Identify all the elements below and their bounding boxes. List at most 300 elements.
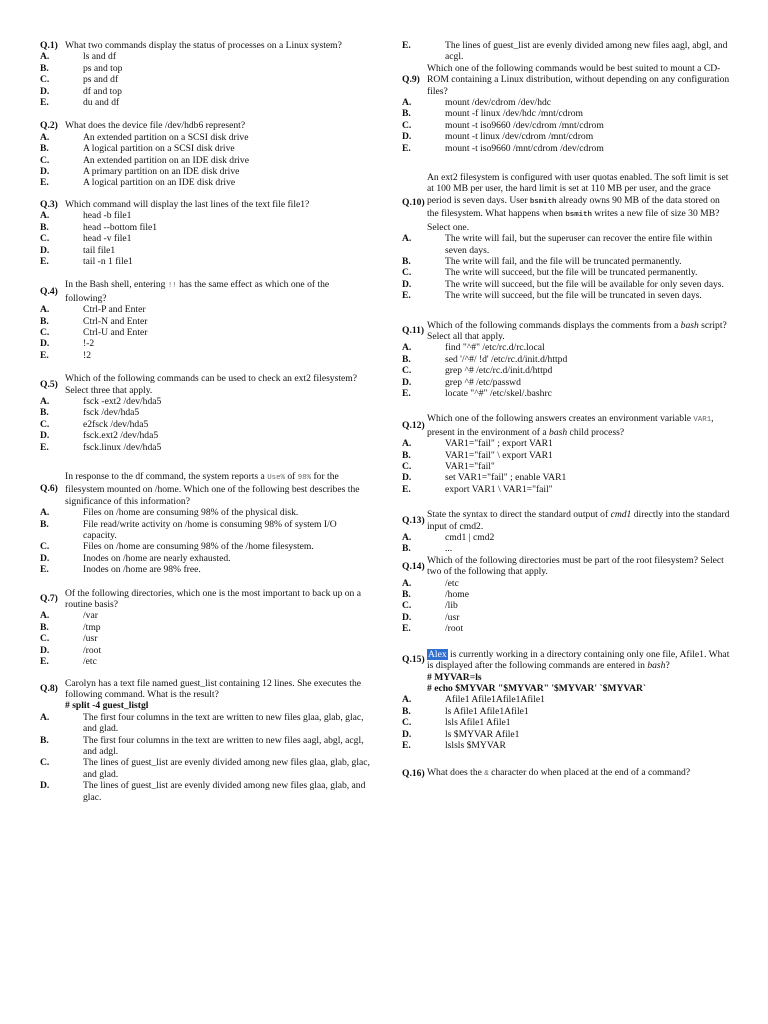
question-header xyxy=(402,320,732,343)
option-text: locate "^#" /etc/skel/.bashrc xyxy=(445,387,552,399)
answer-option xyxy=(40,245,372,256)
answer-option xyxy=(40,256,372,267)
answer-option xyxy=(40,304,372,315)
option-text: grep ^# /etc/rc.d/init.d/httpd xyxy=(445,365,553,377)
option-letter: A. xyxy=(40,131,50,143)
answer-option xyxy=(402,694,732,705)
answer-option xyxy=(402,290,732,301)
command-line: # split -4 guest_listgl xyxy=(65,700,149,712)
question-number: Q.14) xyxy=(402,560,425,572)
option-letter: C. xyxy=(402,119,412,131)
left-column xyxy=(40,40,372,803)
option-letter: D. xyxy=(402,728,412,740)
option-text: grep ^# /etc/passwd xyxy=(445,376,521,388)
option-text: The first four columns in the text are written to new files glaa, glab, glac, and glad. xyxy=(83,711,364,735)
inline-code: 98% xyxy=(297,474,312,482)
question-block xyxy=(40,279,372,361)
italic-term: cmd1 xyxy=(610,509,632,521)
option-letter: C. xyxy=(402,461,412,472)
answer-option xyxy=(402,233,732,256)
question-text: Which command will display the last lines of the text file file1? xyxy=(65,198,310,210)
answer-option xyxy=(40,51,372,62)
option-letter: B. xyxy=(40,621,49,633)
answer-option xyxy=(402,120,732,131)
question-header xyxy=(402,413,732,438)
answer-option xyxy=(402,450,732,461)
option-letter: D. xyxy=(40,85,50,97)
question-block xyxy=(40,588,372,668)
inline-code: Use% xyxy=(267,474,285,482)
answer-option xyxy=(402,256,732,267)
question-number: Q.11) xyxy=(402,325,425,337)
option-letter: D. xyxy=(40,338,50,350)
answer-option xyxy=(402,532,732,543)
option-letter: B. xyxy=(402,449,411,461)
question-header xyxy=(402,649,732,672)
option-letter: D. xyxy=(402,376,412,388)
question-text-part: already owns 90 MB of the data stored on the filesystem. What happens when xyxy=(427,194,720,220)
answer-option xyxy=(40,210,372,221)
question-header xyxy=(402,509,732,532)
answer-option xyxy=(40,143,372,154)
option-letter: E. xyxy=(40,97,49,109)
question-text xyxy=(427,320,732,343)
question-number: Q.1) xyxy=(40,40,58,51)
option-text: ps and top xyxy=(83,62,123,74)
option-letter: D. xyxy=(40,552,50,564)
option-letter: C. xyxy=(40,233,50,245)
question-text-part: In response to the df command, the system reports a xyxy=(65,471,268,482)
question-header xyxy=(402,63,732,97)
question-text-part: child process? xyxy=(567,426,625,438)
command-line: # echo $MYVAR "$MYVAR" '$MYVAR' `$MYVAR` xyxy=(427,682,647,694)
question-block xyxy=(40,471,372,576)
option-text: An extended partition on an IDE disk drive xyxy=(83,154,249,166)
option-letter: B. xyxy=(40,315,49,327)
question-block xyxy=(402,63,732,154)
option-text: export VAR1 \ VAR1="fail" xyxy=(445,483,553,495)
answer-option xyxy=(40,633,372,644)
answer-option xyxy=(40,222,372,233)
option-letter: C. xyxy=(40,541,50,553)
answer-option xyxy=(402,143,732,154)
option-letter: E. xyxy=(402,290,411,302)
answer-option xyxy=(402,600,732,611)
option-letter: B. xyxy=(40,62,49,74)
option-text: A primary partition on an IDE disk drive xyxy=(83,166,240,178)
answer-option xyxy=(402,543,732,554)
option-letter: C. xyxy=(40,418,50,430)
question-text-part: Which one of the following answers creates an environment variable xyxy=(427,413,694,425)
question-text-part: character do when placed at the end of a command? xyxy=(488,767,691,779)
option-letter: B. xyxy=(402,705,411,717)
question-text-part: What does the xyxy=(427,767,485,779)
option-text: fsck.ext2 /dev/hda5 xyxy=(83,430,159,442)
answer-option xyxy=(402,589,732,600)
question-header xyxy=(40,678,372,701)
option-text: /usr xyxy=(445,611,460,623)
question-number: Q.8) xyxy=(40,683,58,695)
answer-option xyxy=(40,316,372,327)
command-line: # MYVAR=ls xyxy=(427,671,482,683)
question-block xyxy=(402,555,732,635)
option-letter: A. xyxy=(40,210,50,222)
question-block xyxy=(402,320,732,400)
question-text-part: has the same effect as which one of the following? xyxy=(65,279,330,304)
option-text: ls $MYVAR Afile1 xyxy=(445,728,520,740)
answer-option xyxy=(40,610,372,621)
question-header xyxy=(40,120,372,131)
option-text: cmd1 | cmd2 xyxy=(445,532,495,544)
question-number: Q.13) xyxy=(402,514,425,526)
option-text: fsck /dev/hda5 xyxy=(83,407,140,419)
option-letter: B. xyxy=(40,143,49,155)
question-header xyxy=(40,199,372,210)
question-text: Which of the following commands can be used to check an ext2 filesystem? Select three that apply. xyxy=(65,373,357,396)
answer-option xyxy=(40,541,372,552)
answer-option xyxy=(402,267,732,278)
option-text: The write will succeed, but the file will be available for only seven days. xyxy=(445,278,724,290)
answer-option xyxy=(40,712,372,735)
option-letter: C. xyxy=(40,326,50,338)
question-block xyxy=(402,172,732,301)
answer-option xyxy=(40,166,372,177)
option-letter: D. xyxy=(402,278,412,290)
question-header xyxy=(402,172,732,233)
option-letter: A. xyxy=(40,304,50,316)
option-text: mount -t iso9660 /mnt/cdrom /dev/cdrom xyxy=(445,142,604,154)
question-number: Q.9) xyxy=(402,74,420,86)
question-block xyxy=(402,649,732,752)
option-text: Files on /home are consuming 98% of the physical disk. xyxy=(83,507,299,519)
question-text xyxy=(427,649,732,672)
inline-code: bsmith xyxy=(529,197,557,206)
option-text: The write will fail, but the superuser can recover the entire file within seven days. xyxy=(445,233,713,256)
option-letter: D. xyxy=(402,472,412,484)
answer-option xyxy=(402,461,732,472)
option-letter: E. xyxy=(402,40,411,51)
question-text-part: writes a new file of size 30 MB? Select one. xyxy=(427,208,720,233)
option-text: df and top xyxy=(83,85,122,97)
option-text: Files on /home are consuming 98% of the /home filesystem. xyxy=(83,541,314,553)
question-text-part: for the filesystem mounted on /home. Which one of the following best describes the significance of this information? xyxy=(65,471,360,507)
answer-option xyxy=(402,342,732,353)
answer-option xyxy=(40,519,372,542)
option-letter: A. xyxy=(40,51,50,63)
option-letter: E. xyxy=(40,177,49,189)
question-header xyxy=(402,767,732,780)
question-text-part: ? xyxy=(665,660,670,672)
answer-option xyxy=(402,388,732,399)
inline-code: VAR1 xyxy=(693,416,712,425)
option-text: /etc xyxy=(445,577,459,589)
answer-option xyxy=(40,780,372,803)
answer-option xyxy=(402,717,732,728)
question-block xyxy=(40,373,372,453)
option-text: ls Afile1 Afile1Afile1 xyxy=(445,705,529,717)
option-text: mount -f linux /dev/hdc /mnt/cdrom xyxy=(445,108,584,120)
option-text: /usr xyxy=(83,633,98,645)
option-text: !2 xyxy=(83,349,91,361)
question-text-part: State the syntax to direct the standard output of xyxy=(427,509,611,521)
option-letter: A. xyxy=(40,507,50,519)
option-letter: A. xyxy=(40,711,50,723)
option-text: lsls Afile1 Afile1 xyxy=(445,717,511,729)
question-header xyxy=(40,40,372,51)
option-letter: C. xyxy=(40,74,50,86)
option-text: /lib xyxy=(445,600,458,612)
option-text: Inodes on /home are nearly exhausted. xyxy=(83,552,231,564)
question-header xyxy=(40,588,372,611)
question-text: What does the device file /dev/hdb6 represent? xyxy=(65,120,246,132)
answer-option xyxy=(402,438,732,449)
option-text: /var xyxy=(83,610,98,622)
option-letter: B. xyxy=(402,255,411,267)
option-letter: A. xyxy=(402,577,412,589)
option-text: The write will fail, and the file will be truncated permanently. xyxy=(445,255,682,267)
answer-option xyxy=(40,338,372,349)
answer-option xyxy=(402,740,732,751)
question-text-part: is currently working in a directory containing only one file, Afile1. What is displayed after the following commands are entered in xyxy=(427,648,730,672)
option-text: File read/write activity on /home is consuming 98% of system I/O capacity. xyxy=(83,518,337,542)
answer-option xyxy=(402,472,732,483)
option-letter: E. xyxy=(402,739,411,751)
question-text xyxy=(427,767,732,780)
answer-option xyxy=(40,645,372,656)
answer-option xyxy=(402,279,732,290)
answer-option xyxy=(402,612,732,623)
option-letter: C. xyxy=(402,267,412,279)
question-text xyxy=(427,413,732,438)
option-text: Ctrl-N and Enter xyxy=(83,315,148,327)
option-text: Ctrl-U and Enter xyxy=(83,326,148,338)
answer-option xyxy=(40,553,372,564)
answer-option xyxy=(40,63,372,74)
option-text: tail file1 xyxy=(83,244,116,256)
option-text: head -b file1 xyxy=(83,210,132,222)
option-letter: B. xyxy=(402,543,411,555)
option-letter: A. xyxy=(40,395,50,407)
option-letter: C. xyxy=(402,717,412,729)
option-letter: E. xyxy=(402,623,411,635)
answer-option xyxy=(402,484,732,495)
option-letter: D. xyxy=(40,244,50,256)
answer-option xyxy=(40,442,372,453)
option-text: The write will succeed, but the file will be truncated permanently. xyxy=(445,267,698,279)
question-number: Q.15) xyxy=(402,654,425,666)
option-text: mount -t linux /dev/cdrom /mnt/cdrom xyxy=(445,131,594,143)
option-letter: A. xyxy=(402,532,412,544)
option-letter: E. xyxy=(40,564,49,576)
option-text: fsck -ext2 /dev/hda5 xyxy=(83,395,162,407)
option-letter: C. xyxy=(40,154,50,166)
answer-option xyxy=(402,377,732,388)
option-letter: D. xyxy=(40,430,50,442)
option-text: /tmp xyxy=(83,621,101,633)
option-text: The first four columns in the text are written to new files aagl, abgl, acgl, and adgl. xyxy=(83,734,364,757)
option-letter: A. xyxy=(402,694,412,706)
question-block xyxy=(40,199,372,267)
option-letter: E. xyxy=(402,483,411,495)
inline-code: bsmith xyxy=(565,211,592,220)
italic-term: bash xyxy=(549,426,568,438)
question-header xyxy=(402,555,732,578)
answer-option xyxy=(40,350,372,361)
option-letter: B. xyxy=(40,734,49,746)
option-text: fsck.linux /dev/hda5 xyxy=(83,441,162,453)
answer-option xyxy=(40,155,372,166)
answer-option xyxy=(402,131,732,142)
question-block xyxy=(40,40,372,108)
option-text: VAR1="fail" xyxy=(445,461,495,472)
option-letter: B. xyxy=(402,589,411,601)
option-letter: A. xyxy=(402,342,412,354)
answer-option xyxy=(40,507,372,518)
answer-option xyxy=(40,419,372,430)
option-text: A logical partition on an IDE disk drive xyxy=(83,177,236,189)
right-column xyxy=(402,40,732,781)
option-text: du and df xyxy=(83,97,120,109)
answer-option xyxy=(402,108,732,119)
option-text: /home xyxy=(445,589,469,601)
answer-option xyxy=(40,735,372,758)
option-text: tail -n 1 file1 xyxy=(83,255,133,267)
option-letter: C. xyxy=(40,633,50,645)
question-block xyxy=(402,767,732,780)
answer-option xyxy=(40,430,372,441)
option-letter: B. xyxy=(402,353,411,365)
answer-option xyxy=(402,729,732,740)
answer-option xyxy=(40,132,372,143)
answer-option xyxy=(40,97,372,108)
question-text: Of the following directories, which one is the most important to back up on a routine basis? xyxy=(65,587,362,611)
question-header xyxy=(40,373,372,396)
option-text: The lines of guest_list are evenly divided among new files glaa, glab, glac, and glad. xyxy=(83,757,370,780)
answer-option xyxy=(402,623,732,634)
option-letter: D. xyxy=(402,131,412,143)
option-text: A logical partition on a SCSI disk drive xyxy=(83,143,235,155)
answer-option xyxy=(40,564,372,575)
answer-option xyxy=(40,233,372,244)
question-text xyxy=(65,279,372,304)
question-number: Q.5) xyxy=(40,378,58,390)
option-letter: E. xyxy=(40,441,49,453)
question-block xyxy=(40,678,372,803)
option-text: !-2 xyxy=(83,338,95,350)
question-number: Q.2) xyxy=(40,120,58,132)
question-text xyxy=(427,509,732,532)
option-letter: B. xyxy=(40,518,49,530)
answer-option xyxy=(402,578,732,589)
option-text: Inodes on /home are 98% free. xyxy=(83,564,201,576)
option-text: VAR1="fail" ; export VAR1 xyxy=(445,438,553,450)
answer-option xyxy=(40,407,372,418)
option-letter: E. xyxy=(40,349,49,361)
option-letter: A. xyxy=(402,97,412,109)
option-text: mount /dev/cdrom /dev/hdc xyxy=(445,97,552,109)
option-text: Ctrl-P and Enter xyxy=(83,304,146,316)
option-letter: B. xyxy=(40,407,49,419)
question-number: Q.16) xyxy=(402,768,425,780)
option-text: mount -t iso9660 /dev/cdrom /mnt/cdrom xyxy=(445,119,604,131)
option-text: lslsls $MYVAR xyxy=(445,739,506,751)
question-number: Q.3) xyxy=(40,198,58,210)
question-text: Carolyn has a text file named guest_list containing 12 lines. She executes the following command. What is the result? xyxy=(65,677,362,700)
option-letter: B. xyxy=(40,221,49,233)
question-text xyxy=(427,172,732,233)
option-letter: D. xyxy=(40,166,50,178)
question-header xyxy=(40,279,372,304)
option-letter: D. xyxy=(40,644,50,656)
question-text-part: , present in the environment of a xyxy=(427,413,714,438)
option-letter: C. xyxy=(402,600,412,612)
answer-option xyxy=(40,327,372,338)
answer-option xyxy=(40,396,372,407)
answer-option xyxy=(402,97,732,108)
answer-option xyxy=(402,354,732,365)
option-text: e2fsck /dev/hda5 xyxy=(83,418,149,430)
option-text: /root xyxy=(83,644,102,656)
option-letter: D. xyxy=(40,780,50,792)
option-text: set VAR1="fail" ; enable VAR1 xyxy=(445,472,567,484)
answer-option xyxy=(40,656,372,667)
question-text-part: Which of the following commands displays the comments from a xyxy=(427,319,681,331)
option-text: ps and df xyxy=(83,74,119,86)
question-header xyxy=(40,471,372,507)
question-number: Q.7) xyxy=(40,593,58,605)
question-text-part: script? Select all that apply. xyxy=(427,319,727,342)
option-text: Afile1 Afile1Afile1Afile1 xyxy=(445,694,545,706)
highlighted-word: Alex xyxy=(428,648,447,660)
option-text: find "^#" /etc/rc.d/rc.local xyxy=(445,342,545,354)
question-text-part: of xyxy=(284,471,298,482)
question-number: Q.4) xyxy=(40,286,58,298)
question-block xyxy=(40,120,372,188)
answer-option xyxy=(402,40,732,63)
italic-term: bash xyxy=(680,319,699,331)
answer-option xyxy=(40,622,372,633)
question-text: What two commands display the status of processes on a Linux system? xyxy=(65,40,342,51)
inline-code: !! xyxy=(167,282,177,291)
answer-option xyxy=(402,706,732,717)
option-text: ls and df xyxy=(83,51,117,63)
question-text-part: directly into the standard input of cmd2. xyxy=(427,509,730,532)
question-number: Q.12) xyxy=(402,420,425,432)
question-text-part: In the Bash shell, entering xyxy=(65,279,168,291)
option-letter: A. xyxy=(402,233,412,245)
option-text: /etc xyxy=(83,656,97,668)
question-number: Q.10) xyxy=(402,196,425,208)
answer-option xyxy=(40,177,372,188)
option-text: sed '/^#/ !d' /etc/rc.d/init.d/httpd xyxy=(445,353,568,365)
question-number: Q.6) xyxy=(40,483,58,495)
italic-term: bash xyxy=(647,660,666,672)
question-text: Which of the following directories must be part of the root filesystem? Select two of the following that apply. xyxy=(427,554,724,578)
option-letter: E. xyxy=(402,387,411,399)
answer-option xyxy=(40,74,372,85)
answer-option xyxy=(402,365,732,376)
option-text: head --bottom file1 xyxy=(83,221,158,233)
option-text: /root xyxy=(445,623,464,635)
option-letter: C. xyxy=(40,757,50,769)
option-text: ... xyxy=(445,543,453,555)
option-letter: A. xyxy=(402,438,412,450)
answer-option xyxy=(40,86,372,97)
question-text-part: An ext2 filesystem is configured with user quotas enabled. The soft limit is set at 100 MB per user, the hard limit is set at 110 MB per user, and the grace period is seven days. User xyxy=(427,172,729,206)
answer-option xyxy=(40,757,372,780)
option-text: head -v file1 xyxy=(83,233,132,245)
option-text: An extended partition on a SCSI disk drive xyxy=(83,131,249,143)
